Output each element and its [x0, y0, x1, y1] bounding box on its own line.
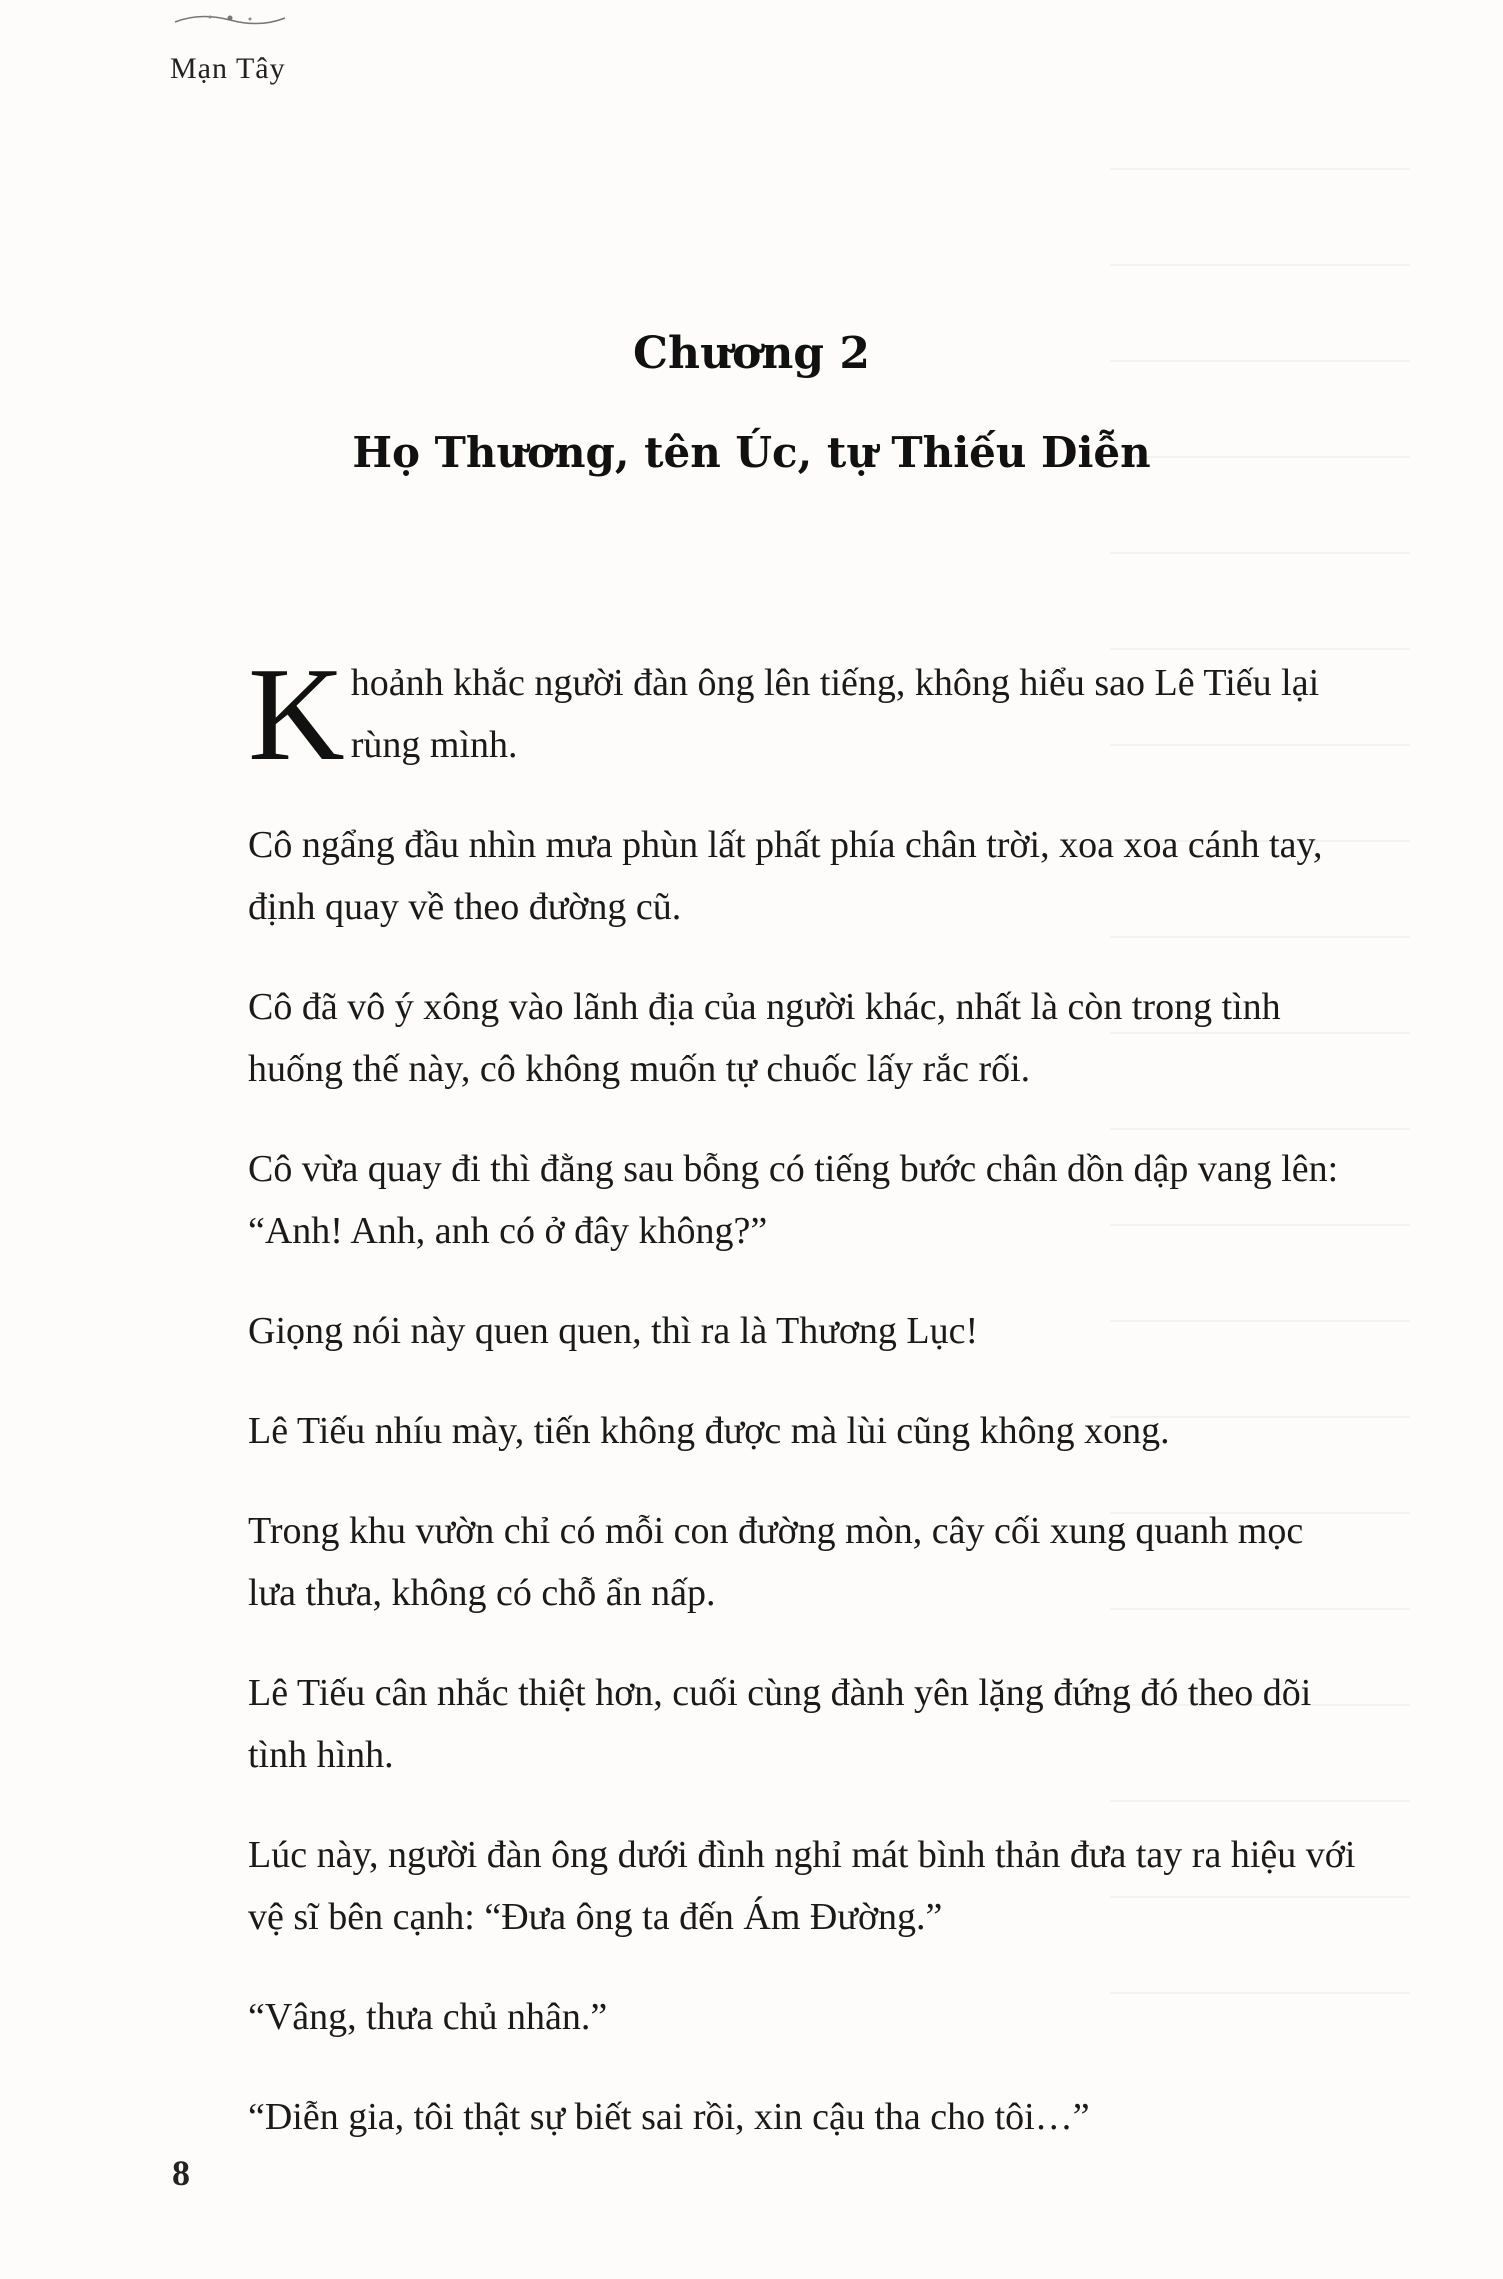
paragraph: Lê Tiếu cân nhắc thiệt hơn, cuối cùng đành yên lặng đứng đó theo dõi tình hình. [248, 1672, 1312, 1776]
running-header-author: Mạn Tây [170, 52, 286, 85]
header-ornament-icon [170, 8, 290, 28]
drop-cap: K [248, 640, 345, 788]
page-number: 8 [172, 2153, 190, 2193]
paragraph: “Diễn gia, tôi thật sự biết sai rồi, xin cậu tha cho tôi…” [248, 2096, 1090, 2138]
chapter-number: Chương 2 [632, 328, 871, 379]
chapter-title: Họ Thương, tên Úc, tự Thiếu Diễn [352, 428, 1151, 477]
paragraph-1 [248, 640, 1358, 788]
paragraph: Lê Tiếu nhíu mày, tiến không được mà lùi cũng không xong. [248, 1410, 1170, 1452]
paragraph-1-text: hoảnh khắc người đàn ông lên tiếng, không hiểu sao Lê Tiếu lại rùng mình. [350, 662, 1320, 766]
paragraph: Cô ngẩng đầu nhìn mưa phùn lất phất phía chân trời, xoa xoa cánh tay, định quay về theo đường cũ. [248, 824, 1323, 928]
paragraph: Trong khu vườn chỉ có mỗi con đường mòn, cây cối xung quanh mọc lưa thưa, không có chỗ ẩn nấp. [248, 1510, 1304, 1614]
paragraph: Giọng nói này quen quen, thì ra là Thương Lục! [248, 1310, 979, 1352]
paragraph: “Vâng, thưa chủ nhân.” [248, 1996, 608, 2038]
paragraph: Lúc này, người đàn ông dưới đình nghỉ mát bình thản đưa tay ra hiệu với vệ sĩ bên cạnh: “Đưa ông ta đến Ám Đường.” [248, 1834, 1356, 1938]
paragraph: Cô vừa quay đi thì đằng sau bỗng có tiếng bước chân dồn dập vang lên: “Anh! Anh, anh có ở đây không?” [248, 1148, 1339, 1252]
body-text [248, 640, 1358, 2186]
paragraph: Cô đã vô ý xông vào lãnh địa của người khác, nhất là còn trong tình huống thế này, cô không muốn tự chuốc lấy rắc rối. [248, 986, 1281, 1090]
